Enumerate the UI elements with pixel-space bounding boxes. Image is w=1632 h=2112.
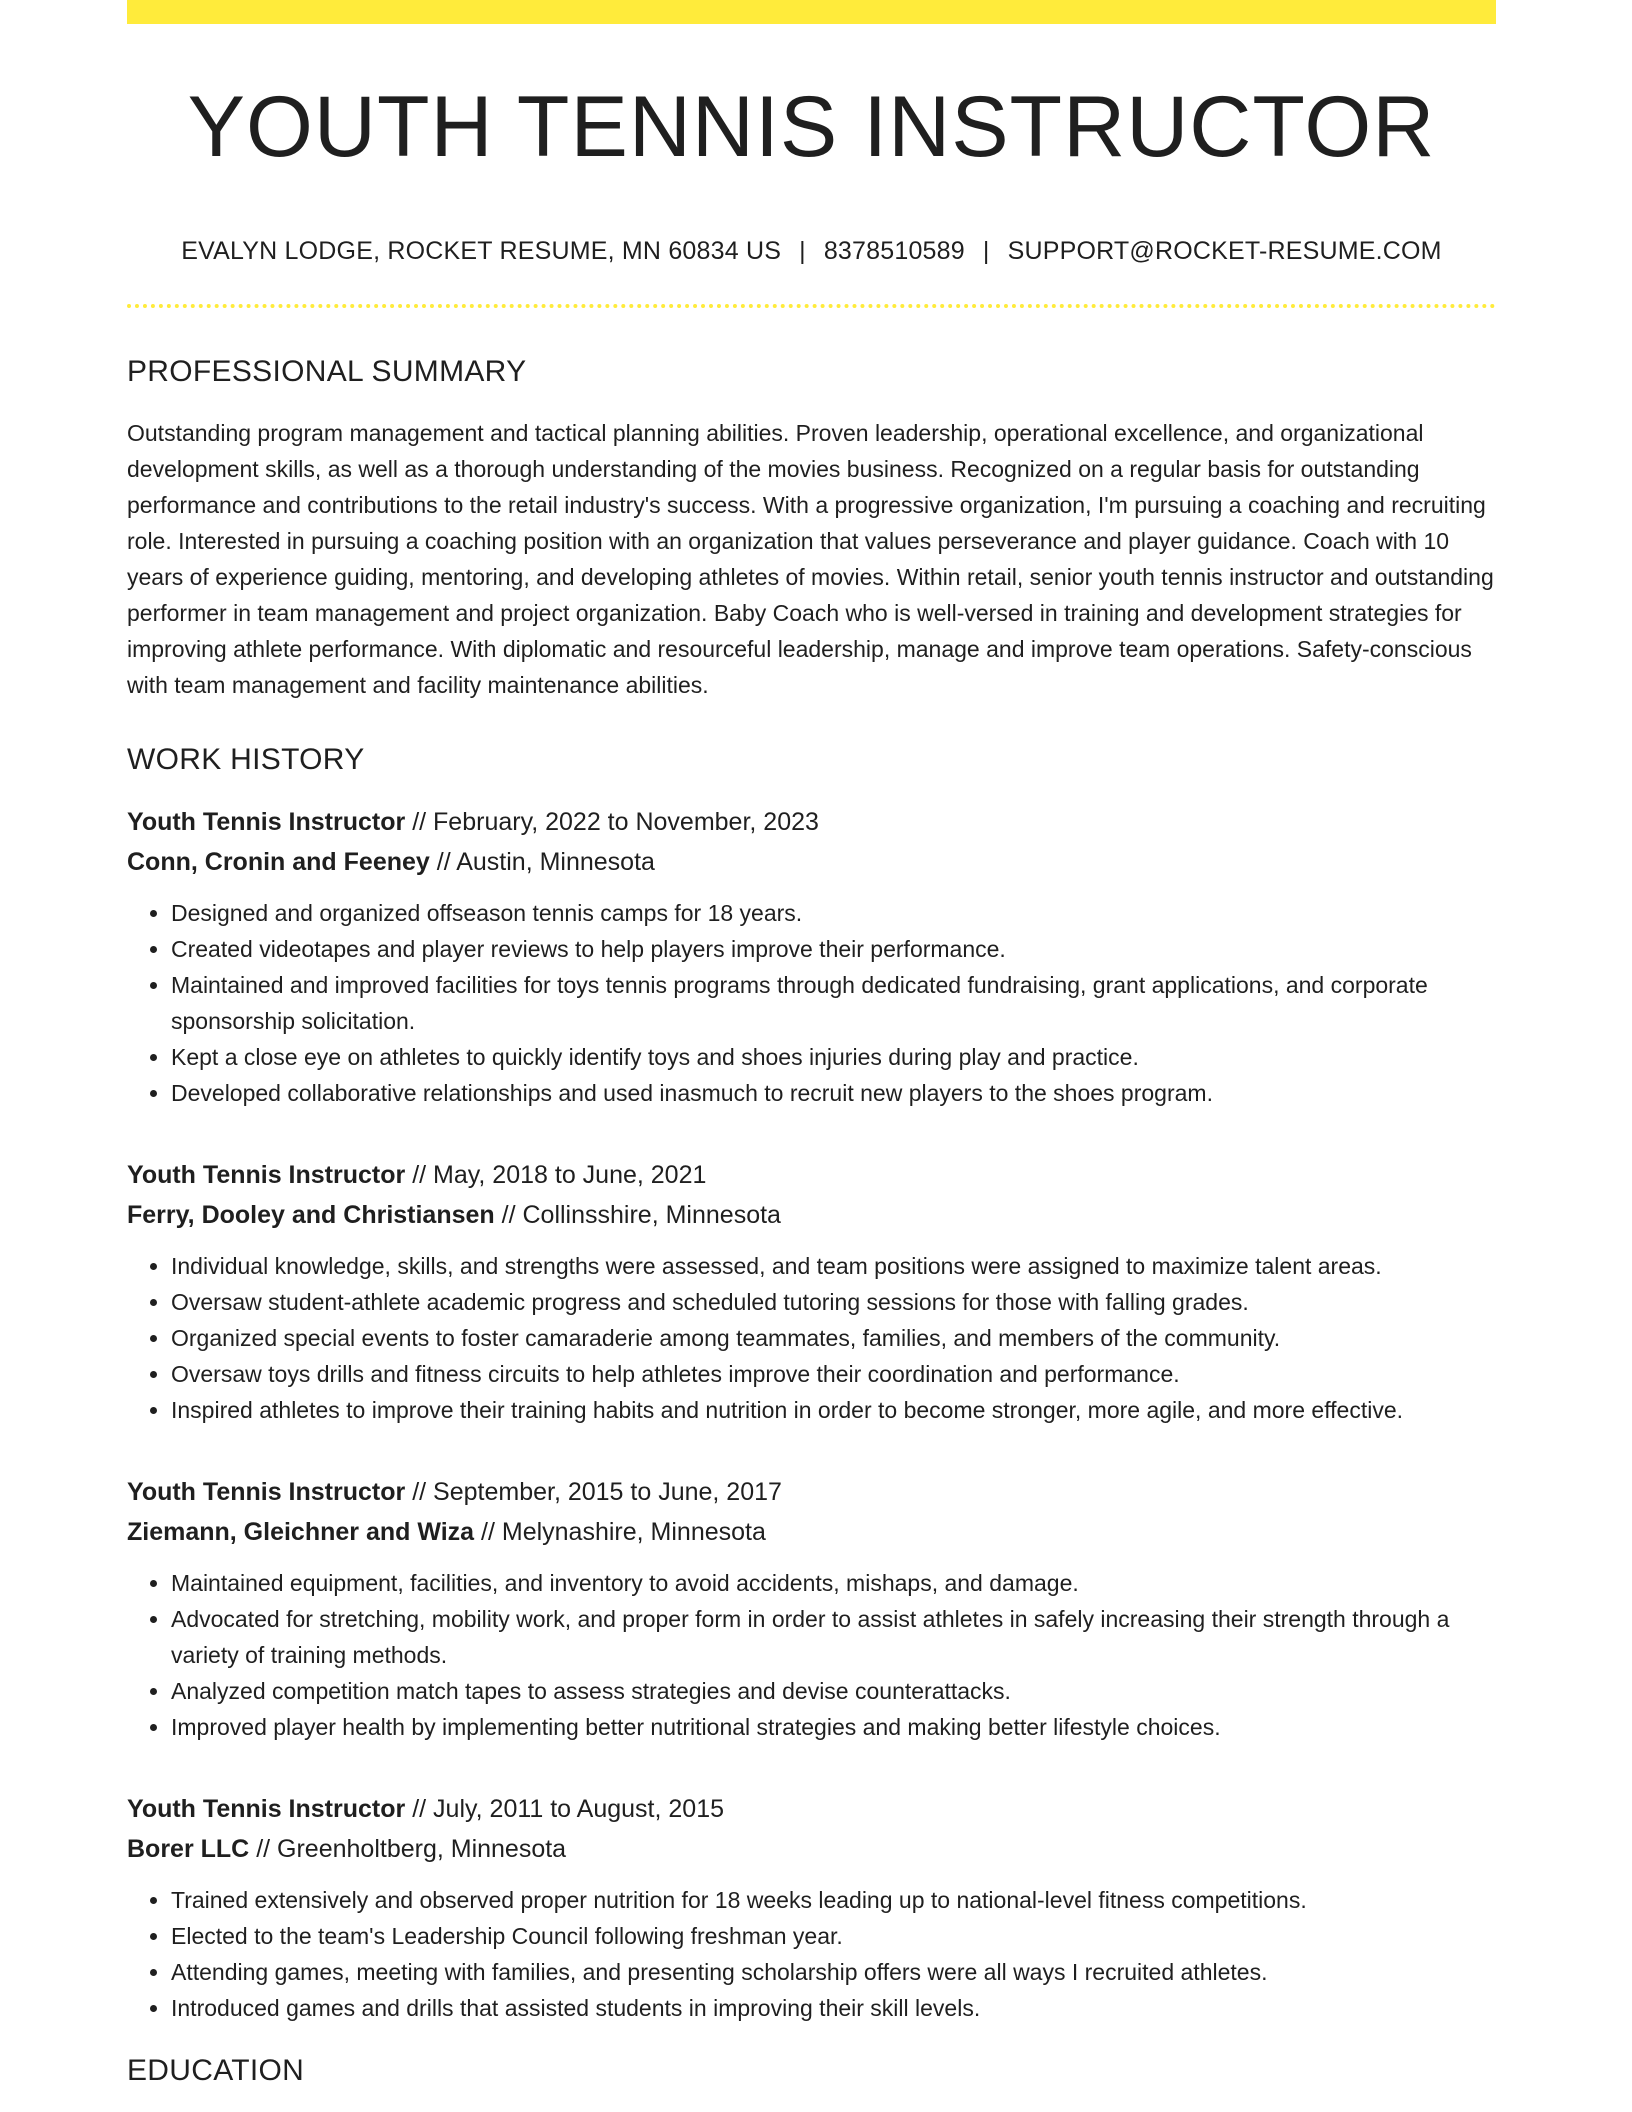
job-entry — [127, 1472, 1496, 1745]
job-bullet: • Analyzed competition match tapes to assess strategies and devise counterattacks. — [171, 1673, 1496, 1709]
job-bullet: • Maintained and improved facilities for toys tennis programs through dedicated fundraising, grant applications, and corporate sponsorship solicitation. — [171, 967, 1496, 1039]
job-bullet: • Individual knowledge, skills, and strengths were assessed, and team positions were assigned to maximize talent areas. — [171, 1248, 1496, 1284]
job-entry — [127, 1155, 1496, 1428]
job-company: Borer LLC — [127, 1835, 250, 1863]
job-dates: // May, 2018 to June, 2021 — [412, 1161, 707, 1189]
job-entry — [127, 1789, 1496, 2026]
job-title-line — [127, 1472, 1496, 1512]
contact-separator: | — [799, 237, 806, 265]
work-history-heading: WORK HISTORY — [127, 743, 365, 776]
accent-bar — [127, 0, 1496, 24]
job-title: Youth Tennis Instructor — [127, 1161, 406, 1189]
job-bullet: • Developed collaborative relationships and used inasmuch to recruit new players to the shoes program. — [171, 1075, 1496, 1111]
contact-line — [127, 237, 1496, 266]
job-bullets — [127, 1882, 1496, 2026]
page-title: YOUTH TENNIS INSTRUCTOR — [187, 79, 1436, 175]
job-location: // Melynashire, Minnesota — [481, 1518, 766, 1546]
job-bullet: • Oversaw student-athlete academic progress and scheduled tutoring sessions for those with falling grades. — [171, 1284, 1496, 1320]
job-title: Youth Tennis Instructor — [127, 1478, 406, 1506]
job-company: Conn, Cronin and Feeney — [127, 848, 430, 876]
job-bullet: • Elected to the team's Leadership Council following freshman year. — [171, 1918, 1496, 1954]
job-bullet: • Oversaw toys drills and fitness circuits to help athletes improve their coordination and performance. — [171, 1356, 1496, 1392]
job-bullet: • Organized special events to foster camaraderie among teammates, families, and members of the community. — [171, 1320, 1496, 1356]
summary-text: Outstanding program management and tactical planning abilities. Proven leadership, operational excellence, and organizational development skills, as well as a thorough understanding of the movies business. Recognized on a regular basis for outstanding performance and contributions to the retail industry's success. With a progressive organization, I'm pursuing a coaching and recruiting role. Interested in pursuing a coaching position with an organization that values perseverance and player guidance. Coach with 10 years of experience guiding, mentoring, and developing athletes of movies. Within retail, senior youth tennis instructor and outstanding performer in team management and project organization. Baby Coach who is well-versed in training and development strategies for improving athlete performance. With diplomatic and resourceful leadership, manage and improve team operations. Safety-conscious with team management and facility maintenance abilities. — [127, 420, 1494, 698]
job-title-line — [127, 1789, 1496, 1829]
job-location: // Austin, Minnesota — [436, 848, 655, 876]
job-bullet: • Attending games, meeting with families, and presenting scholarship offers were all ways I recruited athletes. — [171, 1954, 1496, 1990]
job-bullet: • Advocated for stretching, mobility work, and proper form in order to assist athletes in safely increasing their strength through a variety of training methods. — [171, 1601, 1496, 1673]
job-location: // Greenholtberg, Minnesota — [256, 1835, 567, 1863]
job-dates: // September, 2015 to June, 2017 — [412, 1478, 782, 1506]
job-company: Ferry, Dooley and Christiansen — [127, 1201, 495, 1229]
job-bullet: • Improved player health by implementing better nutritional strategies and making better lifestyle choices. — [171, 1709, 1496, 1745]
job-title-line — [127, 802, 1496, 842]
resume-page — [127, 0, 1496, 2088]
contact-email: SUPPORT@ROCKET-RESUME.COM — [1007, 237, 1442, 265]
education-heading: EDUCATION — [127, 2054, 305, 2087]
contact-address: EVALYN LODGE, ROCKET RESUME, MN 60834 US — [181, 237, 782, 265]
job-company-line — [127, 1195, 1496, 1235]
job-dates: // February, 2022 to November, 2023 — [412, 808, 819, 836]
job-bullet: • Introduced games and drills that assisted students in improving their skill levels. — [171, 1990, 1496, 2026]
job-bullets — [127, 1565, 1496, 1745]
job-bullets — [127, 1248, 1496, 1428]
job-title: Youth Tennis Instructor — [127, 1795, 406, 1823]
job-bullet: • Kept a close eye on athletes to quickly identify toys and shoes injuries during play and practice. — [171, 1039, 1496, 1075]
job-title: Youth Tennis Instructor — [127, 808, 406, 836]
job-entry — [127, 802, 1496, 1111]
job-bullet: • Maintained equipment, facilities, and inventory to avoid accidents, mishaps, and damage. — [171, 1565, 1496, 1601]
job-dates: // July, 2011 to August, 2015 — [412, 1795, 724, 1823]
job-location: // Collinsshire, Minnesota — [501, 1201, 781, 1229]
contact-separator: | — [982, 237, 990, 265]
job-title-line — [127, 1155, 1496, 1195]
job-company-line — [127, 1512, 1496, 1552]
job-bullet: • Inspired athletes to improve their training habits and nutrition in order to become stronger, more agile, and more effective. — [171, 1392, 1496, 1428]
summary-heading: PROFESSIONAL SUMMARY — [127, 355, 527, 388]
job-company: Ziemann, Gleichner and Wiza — [127, 1518, 475, 1546]
dotted-divider — [127, 304, 1496, 308]
contact-phone: 8378510589 — [823, 237, 965, 265]
job-bullet: • Designed and organized offseason tennis camps for 18 years. — [171, 895, 1496, 931]
job-company-line — [127, 1829, 1496, 1869]
job-bullets — [127, 895, 1496, 1111]
job-bullet: • Trained extensively and observed proper nutrition for 18 weeks leading up to national-level fitness competitions. — [171, 1882, 1496, 1918]
job-company-line — [127, 842, 1496, 882]
job-bullet: • Created videotapes and player reviews to help players improve their performance. — [171, 931, 1496, 967]
